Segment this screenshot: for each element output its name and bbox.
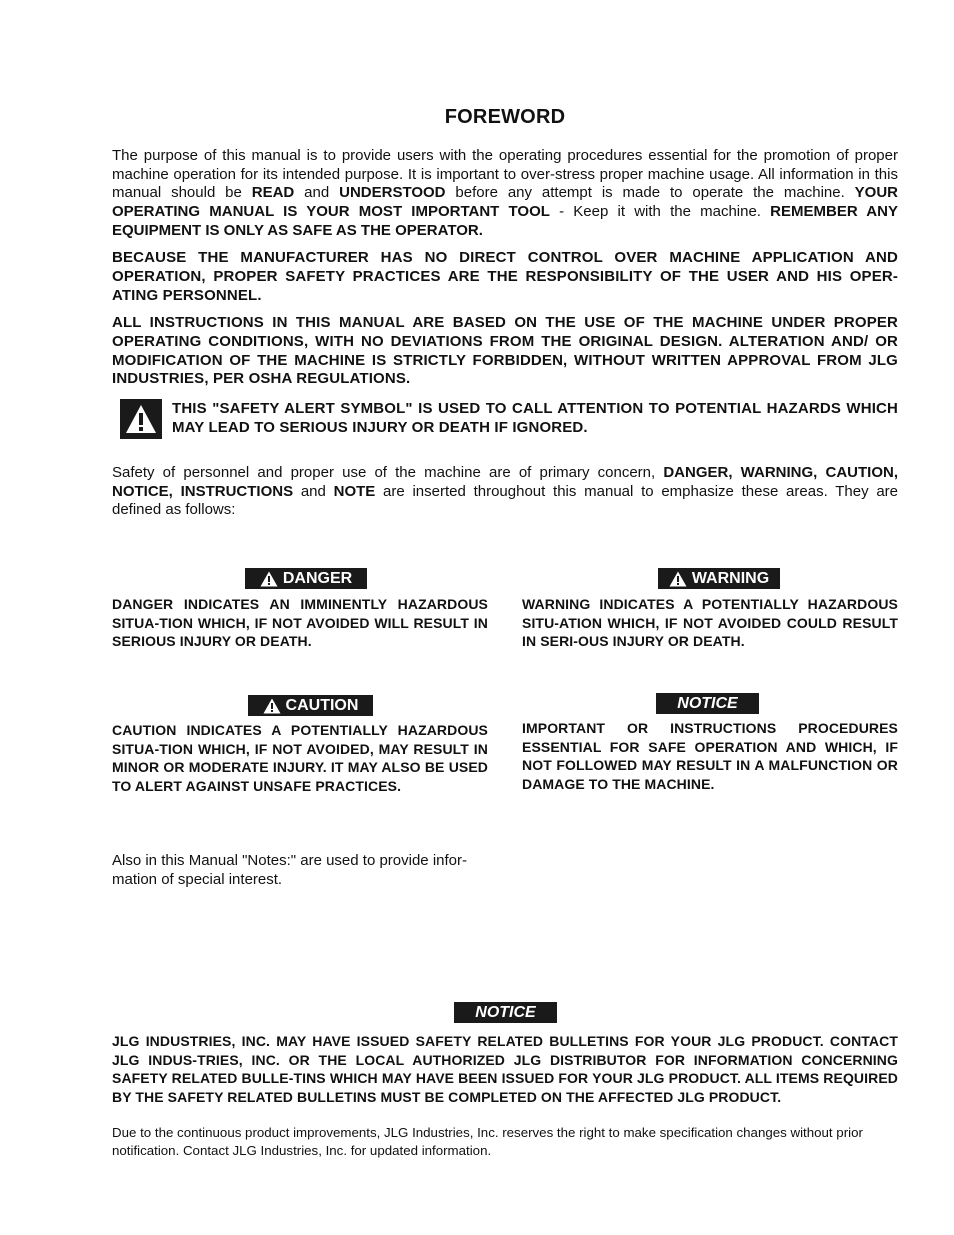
warning-triangle-icon xyxy=(260,571,278,587)
read-emphasis: READ xyxy=(251,184,295,202)
responsibility-paragraph: BECAUSE THE MANUFACTURER HAS NO DIRECT CONTROL OVER MACHINE APPLICATION AND OPERATION, PROPER SAFETY PRACTICES ARE THE RESPONSIBILITY OF THE USER AND HIS OPER-ATING PERSONNEL. xyxy=(112,249,898,304)
safety-alert-text: THIS "SAFETY ALERT SYMBOL" IS USED TO CALL ATTENTION TO POTENTIAL HAZARDS WHICH MAY LEAD TO SERIOUS INJURY OR DEATH IF IGNORED. xyxy=(172,400,898,436)
understood-emphasis: UNDERSTOOD xyxy=(339,184,446,202)
signal-words: DANGER, WARNING, CAUTION, NOTICE, INSTRUCTIONS xyxy=(112,464,898,500)
notice-label: NOTICE xyxy=(656,693,759,714)
warning-triangle-icon xyxy=(263,698,281,714)
caution-label xyxy=(248,695,373,716)
safety-alert-row xyxy=(112,399,898,439)
notes-text: Also in this Manual "Notes:" are used to provide infor-mation of special interest. xyxy=(112,852,467,888)
remember-emphasis: REMEMBER ANY EQUIPMENT IS ONLY AS SAFE AS THE OPERATOR. xyxy=(112,203,898,239)
warning-text: WARNING INDICATES A POTENTIALLY HAZARDOUS SITU-ATION WHICH, IF NOT AVOIDED COULD RESULT IN SERI-OUS INJURY OR DEATH. xyxy=(522,596,898,650)
warning-label xyxy=(658,568,780,589)
intro-text: - Keep it with the machine. xyxy=(549,203,771,221)
safety-alert-icon xyxy=(120,399,162,439)
note-word: NOTE xyxy=(333,482,376,500)
safety-intro-text: are inserted throughout this manual to emphasize these areas. They are defined as follows: xyxy=(112,482,898,519)
danger-label xyxy=(245,568,367,589)
instructions-paragraph: ALL INSTRUCTIONS IN THIS MANUAL ARE BASED ON THE USE OF THE MACHINE UNDER PROPER OPERATING CONDITIONS, WITH NO DEVIATIONS FROM THE ORIGINAL DESIGN. ALTERATION AND/ OR MODIFICATION OF THE MACHINE IS STRICTLY FORBIDDEN, WITHOUT WRITTEN APPROVAL FROM JLG INDUSTRIES, PER OSHA REGULATIONS. xyxy=(112,314,898,388)
tool-emphasis: YOUR OPERATING MANUAL IS YOUR MOST IMPORTANT TOOL xyxy=(112,184,898,221)
safety-intro-paragraph xyxy=(112,464,898,520)
caution-text: CAUTION INDICATES A POTENTIALLY HAZARDOUS SITUA-TION WHICH, IF NOT AVOIDED, MAY RESULT IN MINOR OR MODERATE INJURY. IT MAY ALSO BE USED TO ALERT AGAINST UNSAFE PRACTICES. xyxy=(112,722,488,794)
page-title: FOREWORD xyxy=(444,106,566,128)
intro-text: and xyxy=(294,184,340,202)
intro-paragraph xyxy=(112,147,898,241)
intro-text: before any attempt is made to operate the machine. xyxy=(445,184,855,202)
bottom-notice-label: NOTICE xyxy=(454,1002,557,1023)
warning-triangle-icon xyxy=(669,571,687,587)
safety-intro-text: Safety of personnel and proper use of the machine are of primary concern, xyxy=(112,464,664,481)
danger-text: DANGER INDICATES AN IMMINENTLY HAZARDOUS SITUA-TION WHICH, IF NOT AVOIDED WILL RESULT IN SERIOUS INJURY OR DEATH. xyxy=(112,596,488,650)
notice-text: IMPORTANT OR INSTRUCTIONS PROCEDURES ESSENTIAL FOR SAFE OPERATION AND WHICH, IF NOT FOLLOWED MAY RESULT IN A MALFUNCTION OR DAMAGE TO THE MACHINE. xyxy=(522,720,898,792)
bottom-notice-text: JLG INDUSTRIES, INC. MAY HAVE ISSUED SAFETY RELATED BULLETINS FOR YOUR JLG PRODUCT. CONTACT JLG INDUS-TRIES, INC. OR THE LOCAL AUTHORIZED JLG DISTRIBUTOR FOR INFORMATION CONCERNING SAFETY RELATED BULLE-TINS WHICH MAY HAVE BEEN ISSUED FOR YOUR JLG PRODUCT. ALL ITEMS REQUIRED BY THE SAFETY RELATED BULLETINS MUST BE COMPLETED ON THE AFFECTED JLG PRODUCT. xyxy=(112,1033,898,1105)
intro-text: The purpose of this manual is to provide users with the operating procedures essential for the promotion of proper machine operation for its intended purpose. It is important to over-stress proper machine usage. All information in this manual should be xyxy=(112,147,898,202)
warning-label-text: WARNING xyxy=(691,569,770,587)
caution-label-text: CAUTION xyxy=(285,696,359,714)
safety-intro-text: and xyxy=(293,482,334,500)
danger-label-text: DANGER xyxy=(282,569,353,587)
footer-text: Due to the continuous product improvements, JLG Industries, Inc. reserves the right to make specification changes without prior notification. Contact JLG Industries, Inc. for updated information. xyxy=(112,1125,863,1158)
